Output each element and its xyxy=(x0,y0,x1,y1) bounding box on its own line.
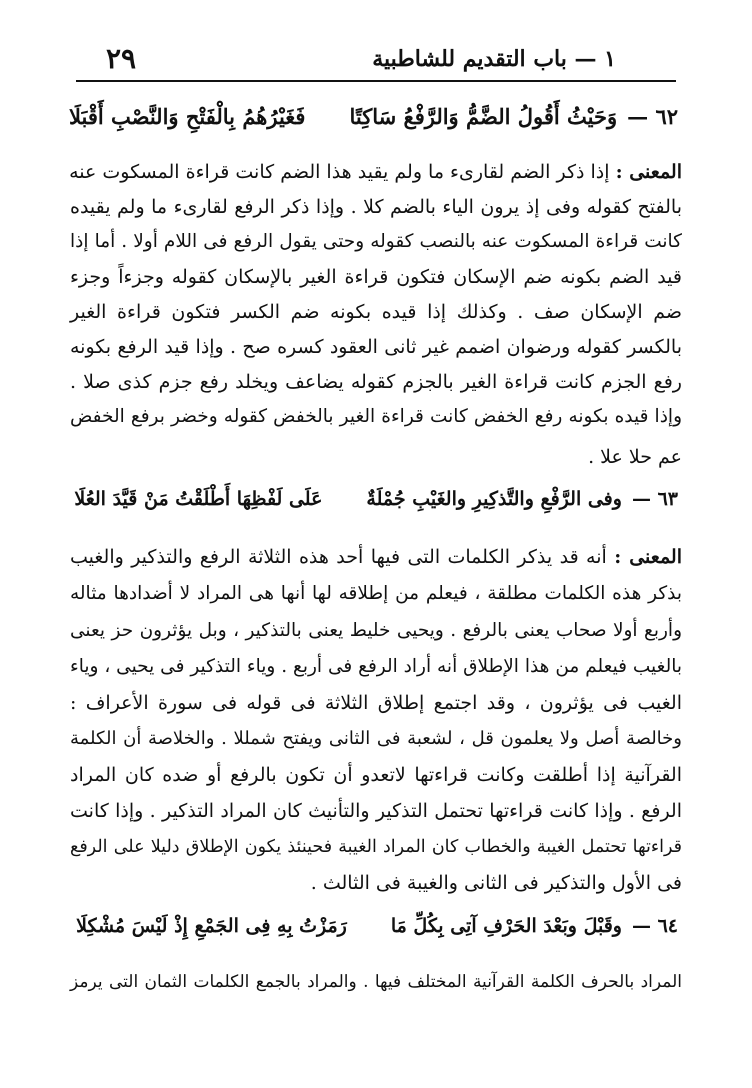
commentary-line: بذكر هذه الكلمات مطلقة ، فيعلم من إطلاقه لها أنها هى المراد لا أضدادها مثاله xyxy=(70,583,682,604)
commentary-line: قراءتها تحتمل الغيبة والخطاب كان المراد الغيبة فحينئذ يكون الإطلاق دليلا على الرفع xyxy=(70,837,682,857)
commentary-line: وإذا قيده بكونه رفع الخفض كانت قراءة الغير بالخفض كقوله وخضر برفع الخفض xyxy=(70,406,682,427)
page-header xyxy=(76,40,676,82)
verse-number: ٦٢ — xyxy=(627,104,678,129)
verse-62 xyxy=(69,104,678,129)
commentary-line: بالفتح كقوله وفى إذ يرون الياء بالضم كلا . وإذا ذكر الرفع لقارىء ما ولم يقيده xyxy=(70,196,682,218)
verse-number: ٦٣ — xyxy=(631,488,678,510)
commentary-line: رفع الجزم كانت قراءة الغير بالجزم كقوله يضاعف ويخلد رفع جزم كذى صلا . xyxy=(70,371,682,393)
commentary-line: عم حلا علا . xyxy=(588,446,682,468)
commentary-line: القرآنية إذا أطلقت وكانت قراءتها لاتعدو أن تكون بالرفع أو ضده كان المراد xyxy=(70,764,682,786)
commentary-line: بالكسر كقوله ورضوان اضمم غير ثانى العقود كسره صح . وإذا قيد الرفع بكونه xyxy=(70,336,682,358)
commentary-line: المعنى : إذا ذكر الضم لقارىء ما ولم يقيد هذا الضم كانت قراءة المسكوت عنه xyxy=(69,161,682,183)
commentary-label: المعنى : xyxy=(615,161,682,183)
commentary-line: وخالصة أصل ولا يعلمون قل ، لشعبة فى الثانى ويفتح شمللا . والخلاصة أن الكلمة xyxy=(70,728,682,749)
commentary-line: المعنى : أنه قد يذكر الكلمات التى فيها أحد هذه الثلاثة الرفع والتذكير والغيب xyxy=(70,546,682,568)
commentary-line: وأربع أولا صحاب يعنى بالرفع . ويحيى خليط يعنى بالتذكير ، وبل يؤثرون حز يعنى xyxy=(70,620,682,641)
commentary-line: ضم الإسكان صف . وكذلك إذا قيده بكونه ضم الكسر فتكون قراءة الغير xyxy=(70,301,682,323)
verse-hemistich-1: وفى الرَّفْعِ والتَّذكِيرِ والغَيْبِ جُمْلَةٌ xyxy=(366,488,622,510)
verse-63 xyxy=(74,488,678,510)
verse-hemistich-2: فَغَيْرُهُمُ بِالْفَتْحِ وَالنَّصْبِ أَقْبَلَا xyxy=(68,104,306,129)
verse-number: ٦٤ — xyxy=(631,915,678,937)
verse-hemistich-2: رَمَزْتُ بِهِ فِى الجَمْعِ إِذْ لَيْسَ مُشْكِلَا xyxy=(76,915,347,937)
verse-64 xyxy=(76,915,678,937)
commentary-line: كانت قراءة المسكوت عنه بالنصب كقوله وحتى يقول الرفع فى اللام أولا . أما إذا xyxy=(70,231,682,252)
page-number: ٢٩ xyxy=(106,42,137,75)
running-head: ١ — باب التقديم للشاطبية xyxy=(372,46,616,72)
verse-hemistich-1: وقَبْلَ وبَعْدَ الحَرْفِ آتِى بِكُلِّ مَا xyxy=(390,915,622,937)
commentary-line: بالغيب فيعلم من هذا الإطلاق أنه أراد الرفع فى أربع . وياء التذكير فى يحيى ، وياء xyxy=(70,656,682,677)
commentary-line: الغيب فى يؤثرون ، وقد اجتمع إطلاق الثلاثة فى قوله فى سورة الأعراف : xyxy=(70,692,682,714)
commentary-line: المراد بالحرف الكلمة القرآنية المختلف فيها . والمراد بالجمع الكلمات الثمان التى يرمز xyxy=(70,972,682,992)
commentary-line: الرفع . وإذا كانت قراءتها تحتمل التذكير والتأنيث كان المراد التذكير . وإذا كانت xyxy=(70,800,682,822)
commentary-line: قيد الضم بكونه ضم الإسكان فتكون قراءة الغير بالإسكان كقوله وجزءاً وجزء xyxy=(70,266,682,288)
verse-hemistich-2: عَلَى لَفْظِهَا أَطْلَقْتُ مَنْ قَيَّدَ العُلَا xyxy=(74,488,323,510)
commentary-line: فى الأول والتذكير فى الثانى والغيبة فى الثالث . xyxy=(310,872,682,894)
verse-hemistich-1: وَحَيْثُ أَقُولُ الضَّمُّ وَالرَّفْعُ سَاكِتًا xyxy=(349,104,618,129)
commentary-label: المعنى : xyxy=(614,546,682,568)
